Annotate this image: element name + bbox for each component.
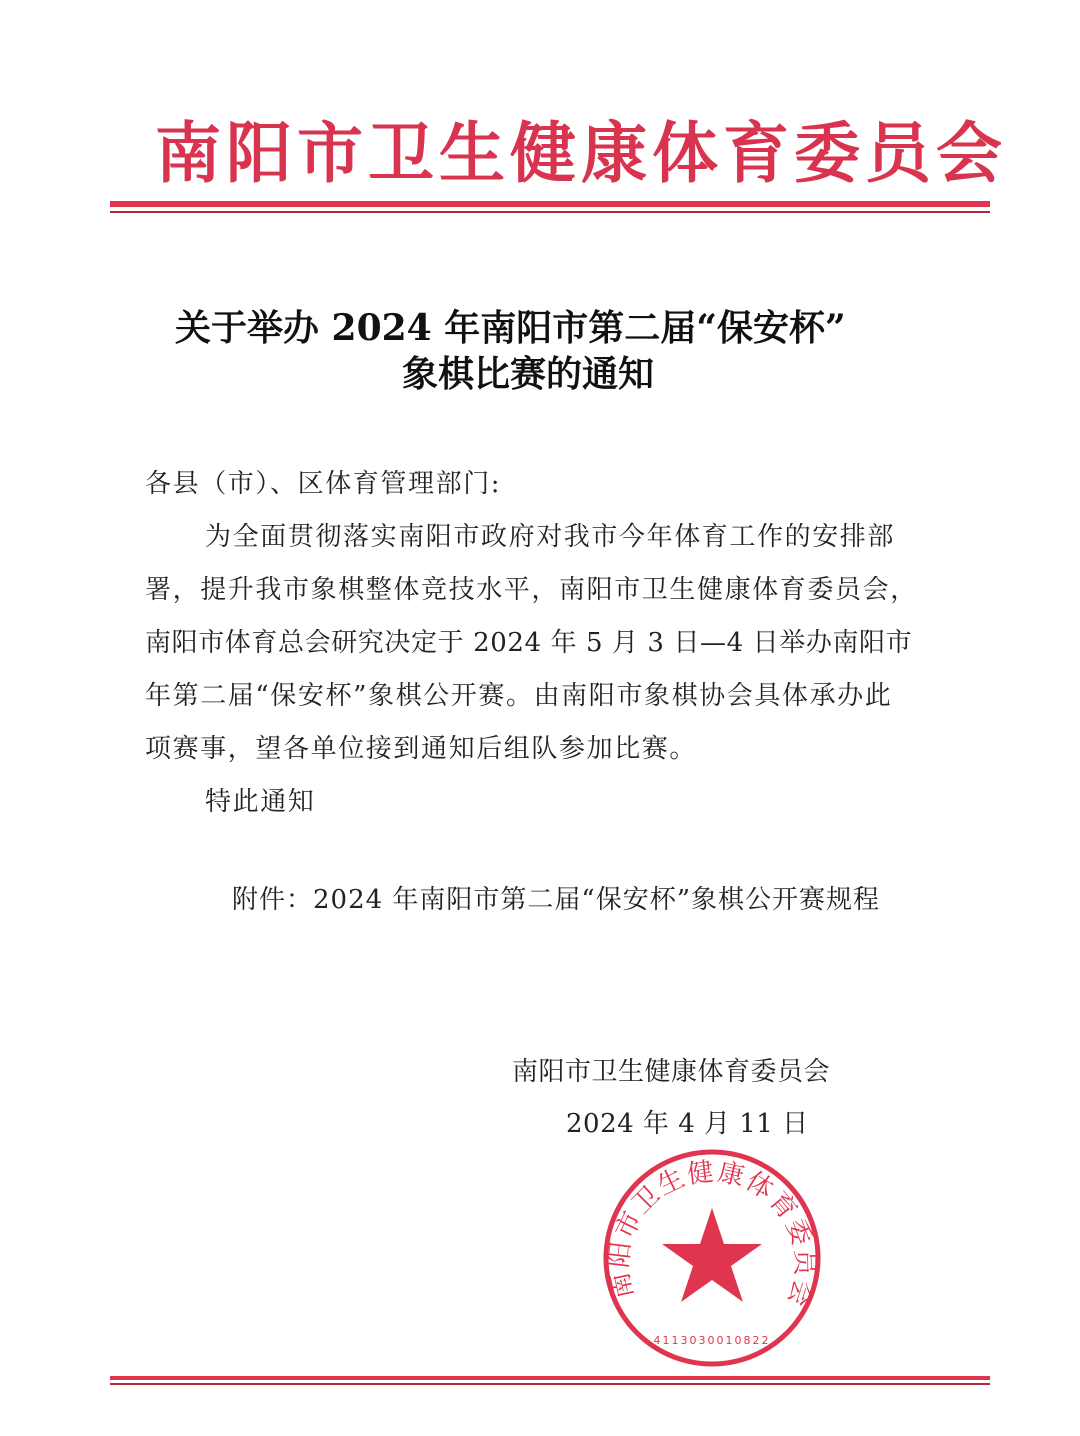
document-title-line1: 关于举办 2024 年南阳市第二届“保安杯”: [175, 307, 846, 349]
seal-arc-text: 南阳市卫生健康体育委员会: [604, 1156, 820, 1312]
salutation: 各县（市）、区体育管理部门:: [145, 469, 502, 499]
seal-code: 4113030010822: [653, 1334, 771, 1347]
letterhead-thick-rule: [110, 201, 990, 207]
body-line: 为全面贯彻落实南阳市政府对我市今年体育工作的安排部: [205, 522, 896, 552]
star-icon: [662, 1208, 762, 1302]
body-line: 南阳市体育总会研究决定于 2024 年 5 月 3 日—4 日举办南阳市: [145, 628, 913, 658]
signature-org: 南阳市卫生健康体育委员会: [512, 1057, 831, 1087]
signature-date: 2024 年 4 月 11 日: [566, 1109, 809, 1139]
body-line: 署，提升我市象棋整体竞技水平，南阳市卫生健康体育委员会，: [145, 575, 918, 605]
official-seal: [600, 1146, 824, 1370]
letterhead-thin-rule: [110, 211, 990, 213]
body-line: 年第二届“保安杯”象棋公开赛。由南阳市象棋协会具体承办此: [145, 681, 893, 711]
footer-thin-rule: [110, 1383, 990, 1385]
footer-thick-rule: [110, 1376, 990, 1380]
attachment-line: 附件：2024 年南阳市第二届“保安杯”象棋公开赛规程: [232, 885, 881, 915]
body-line: 项赛事，望各单位接到通知后组队参加比赛。: [145, 734, 698, 764]
letterhead-org-name: 南阳市卫生健康体育委员会: [155, 115, 1007, 192]
closing-text: 特此通知: [205, 787, 316, 817]
document-title-line2: 象棋比赛的通知: [402, 353, 655, 395]
